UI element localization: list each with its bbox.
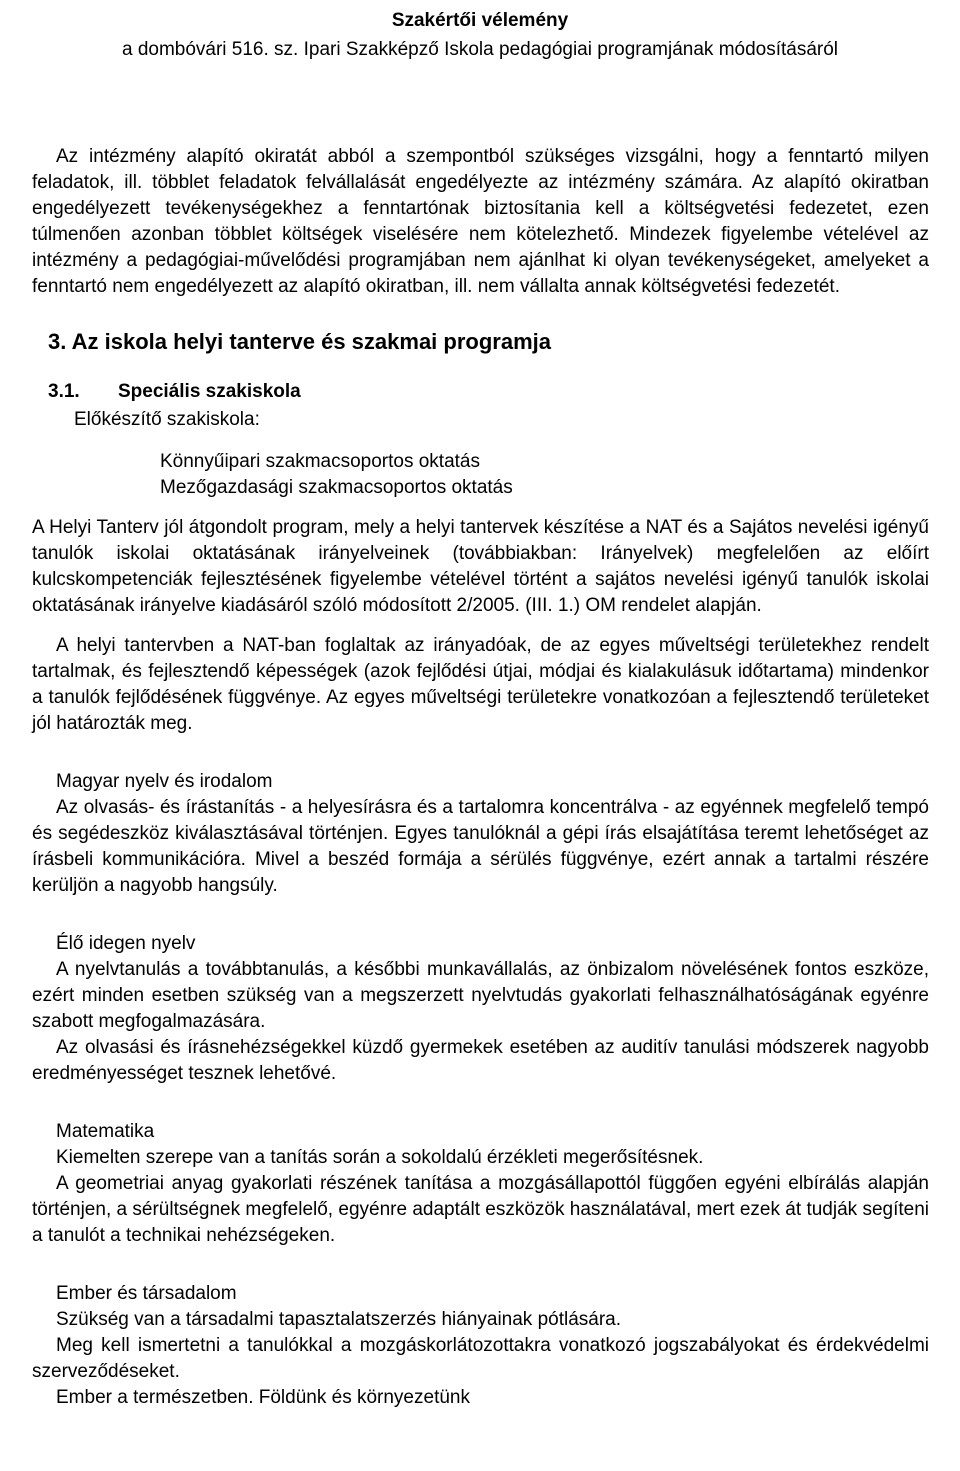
program-list <box>160 449 929 501</box>
subject-paragraph: A nyelvtanulás a továbbtanulás, a későbbi munkavállalás, az önbizalom növelésének fontos eszköze, ezért minden esetben szükség van a megszerzett nyelvtudás gyakorlati felhasználhatóságának egyénre szabott megfogalmazására. <box>32 959 929 1032</box>
subject-title: Magyar nyelv és irodalom <box>56 771 273 792</box>
section-3-1-number: 3.1. <box>48 381 80 402</box>
section-3-heading <box>48 328 929 356</box>
subject-paragraph: Meg kell ismertetni a tanulókkal a mozgáskorlátozottakra vonatkozó jogszabályokat és érdekvédelmi szerveződéseket. <box>32 1335 929 1382</box>
page-header <box>0 0 960 64</box>
subject-magyar <box>32 769 929 899</box>
list-item: Könnyűipari szakmacsoportos oktatás <box>160 451 480 472</box>
section-3-title: Az iskola helyi tanterve és szakmai programja <box>71 329 551 354</box>
nat-paragraph: A helyi tantervben a NAT-ban foglaltak az irányadóak, de az egyes műveltségi területekhez rendelt tartalmak, és fejlesztendő képességek (azok fejlődési útjai, módjai és kialakulásuk időtartama) mindenkor a tanulók fejlődésének függvénye. Az egyes műveltségi területekre vonatkozóan a fejlesztendő területeket jól határozták meg. <box>32 635 929 734</box>
section-3-1-heading <box>48 379 929 405</box>
document-subtitle: a dombóvári 516. sz. Ipari Szakképző Iskola pedagógiai programjának módosításáról <box>121 39 839 60</box>
document-body <box>32 144 929 1411</box>
subject-ember-tarsadalom <box>32 1281 929 1411</box>
subject-title: Matematika <box>56 1121 155 1142</box>
subject-title: Ember és társadalom <box>56 1283 237 1304</box>
section-3-1-sub-label: Előkészítő szakiskola: <box>74 409 260 430</box>
subject-title-ember-termeszet: Ember a természetben. Földünk és környezetünk <box>56 1387 470 1408</box>
subject-title: Élő idegen nyelv <box>56 933 196 954</box>
subject-paragraph: A geometriai anyag gyakorlati részének tanítása a mozgásállapottól függően egyéni elbírálás alapján történjen, a sérültségnek megfelelő, egyénre adaptált eszközök használatával, mert ezek át tudják segíteni a tanulót a technikai nehézségeken. <box>32 1173 929 1246</box>
subject-paragraph: Kiemelten szerepe van a tanítás során a sokoldalú érzékleti megerősítésnek. <box>56 1147 704 1168</box>
intro-paragraph: Az intézmény alapító okiratát abból a szempontból szükséges vizsgálni, hogy a fenntartó milyen feladatok, ill. többlet feladatok felvállalását engedélyezte az intézmény számára. Az alapító okiratban engedélyezett tevékenységekhez a fenntartónak biztosítania kell a költségvetési fedezetet, ezen túlmenően azonban többlet költségek viselésére nem kötelezhető. Mindezek figyelembe vételével az intézmény a pedagógiai-művelődési programjában nem ajánlhat ki olyan tevékenységeket, amelyeket a fenntartó nem engedélyezett az alapító okiratban, ill. nem vállalta annak költségvetési fedezetét. <box>32 146 929 297</box>
subject-matematika <box>32 1119 929 1249</box>
subject-idegen-nyelv <box>32 931 929 1087</box>
section-3-1-title: Speciális szakiskola <box>118 381 301 402</box>
helyi-tanterv-paragraph: A Helyi Tanterv jól átgondolt program, mely a helyi tantervek készítése a NAT és a Sajátos nevelési igényű tanulók iskolai oktatásának irányelveinek (továbbiakban: Irányelvek) megfelelően az előírt kulcskompetenciák fejlesztésének figyelembe vételével történt a sajátos nevelési igényű tanulók iskolai oktatásának irányelve kiadásáról szóló módosított 2/2005. (III. 1.) OM rendelet alapján. <box>32 517 929 616</box>
subject-paragraph: Szükség van a társadalmi tapasztalatszerzés hiányainak pótlására. <box>56 1309 622 1330</box>
list-item: Mezőgazdasági szakmacsoportos oktatás <box>160 477 513 498</box>
subject-paragraph: Az olvasási és írásnehézségekkel küzdő gyermekek esetében az auditív tanulási módszerek nagyobb eredményességet tesznek lehetővé. <box>32 1037 929 1084</box>
section-3-number: 3. <box>48 329 67 354</box>
subject-paragraph: Az olvasás- és írástanítás - a helyesírásra és a tartalomra koncentrálva - az egyénnek megfelelő tempó és segédeszköz kiválasztásával történjen. Egyes tanulóknál a gépi írás elsajátítása teremt lehetőséget az írásbeli kommunikációra. Mivel a beszéd formája a sérülés függvénye, ezért annak a tartalmi részére kerüljön a nagyobb hangsúly. <box>32 797 929 896</box>
document-title: Szakértői vélemény <box>391 10 569 31</box>
